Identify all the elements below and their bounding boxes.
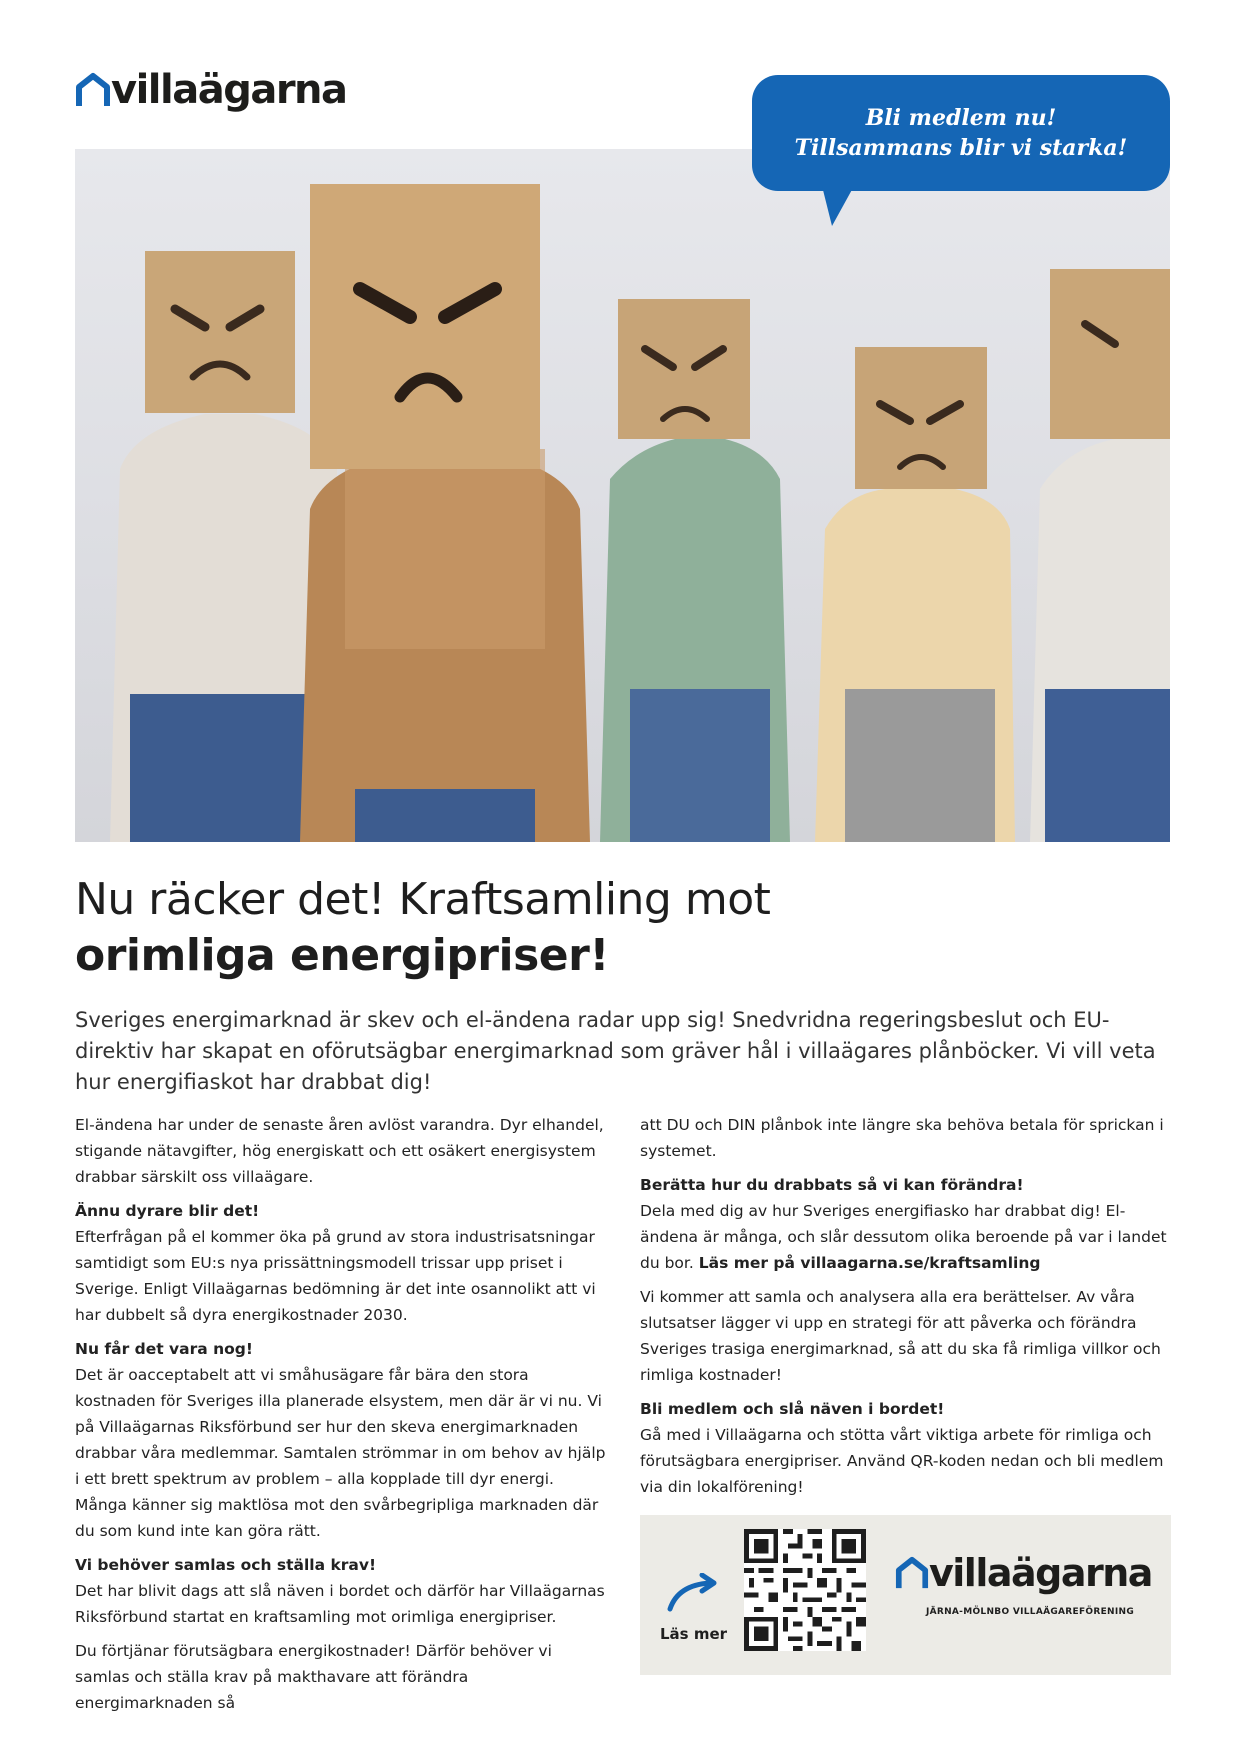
qr-box — [640, 1515, 1171, 1675]
read-more-link[interactable]: Läs mer på villaagarna.se/kraftsamling — [698, 1254, 1041, 1272]
section-heading-medlem: Bli medlem och slå näven i bordet! — [640, 1400, 945, 1418]
headline — [75, 872, 1170, 984]
hero-image — [75, 149, 1170, 842]
brand-name: villaägarna — [111, 67, 347, 113]
paragraph-dyrare: Efterfrågan på el kommer öka på grund av stora industrisatsningar samtidigt som EU:s nya prissättningsmodell trissar upp priset i Sverige. Enligt Villaägarnas bedömning är det inte osannolikt att vi har dubbelt så dyra energikostnader 2030. — [75, 1228, 596, 1324]
intro-paragraph: El-ändena har under de senaste åren avlöst varandra. Dyr elhandel, stigande nätavgifter, hög energiskatt och ett osäkert energisystem drabbar särskilt oss villaägare. — [75, 1116, 604, 1186]
association-brand-name: villaägarna — [929, 1551, 1152, 1595]
brand-logo — [75, 67, 347, 113]
headline-line-1: Nu räcker det! Kraftsamling mot — [75, 874, 771, 925]
section-heading-nog: Nu får det vara nog! — [75, 1340, 253, 1358]
section-heading-beratta: Berätta hur du drabbats så vi kan förändra! — [640, 1176, 1024, 1194]
paragraph-samlas: Det har blivit dags att slå näven i bordet och därför har Villaägarnas Riksförbund startat en kraftsamling mot orimliga energipriser. — [75, 1582, 605, 1626]
section-heading-samlas: Vi behöver samlas och ställa krav! — [75, 1556, 377, 1574]
qr-code-icon[interactable] — [744, 1529, 866, 1651]
association-name: JÄRNA-MÖLNBO VILLAÄGAREFÖRENING — [925, 1607, 1135, 1617]
paragraph-beratta-text: Dela med dig av hur Sveriges energifiasko har drabbat dig! El-ändena är många, och slår dessutom olika beroende på var i landet du bor. — [640, 1202, 1167, 1272]
section-heading-dyrare: Ännu dyrare blir det! — [75, 1202, 260, 1220]
lead-paragraph: Sveriges energimarknad är skev och el-ändena radar upp sig! Snedvridna regeringsbeslut och EU-direktiv har skapat en oförutsägbar energimarknad som gräver hål i villaägares plånböcker. Vi vill veta hur energifiaskot har drabbat dig! — [75, 1008, 1156, 1094]
membership-callout-bubble — [752, 75, 1170, 191]
curved-arrow-icon — [664, 1573, 724, 1613]
bubble-tail — [822, 186, 854, 226]
paragraph-analysera: Vi kommer att samla och analysera alla era berättelser. Av våra slutsatser lägger vi upp en strategi för att påverka och förändra Sveriges trasiga energimarknad, så att du ska få rimliga villkor och rimliga kostnader! — [640, 1288, 1161, 1384]
bubble-line-2: Tillsammans blir vi starka! — [794, 135, 1128, 161]
paragraph-fortjanar: Du förtjänar förutsägbara energikostnader! Därför behöver vi samlas och ställa krav på makthavare att förändra energimarknaden så — [75, 1642, 552, 1712]
read-more-label: Läs mer — [660, 1625, 728, 1643]
angry-paper-bags-photo-icon — [75, 149, 1170, 842]
headline-line-2: orimliga energipriser! — [75, 930, 609, 981]
house-icon — [75, 72, 111, 108]
paragraph-continued: att DU och DIN plånbok inte längre ska behöva betala för sprickan i systemet. — [640, 1116, 1164, 1160]
left-column — [75, 1112, 608, 1724]
association-logo — [895, 1553, 1152, 1593]
paragraph-medlem: Gå med i Villaägarna och stötta vårt viktiga arbete för rimliga och förutsägbara energipriser. Använd QR-koden nedan och bli medlem via din lokalförening! — [640, 1426, 1164, 1496]
right-column — [640, 1112, 1172, 1508]
paragraph-beratta — [640, 1198, 1172, 1276]
paragraph-nog: Det är oacceptabelt att vi småhusägare får bära den stora kostnaden för Sveriges illa planerade elsystem, men där är vi nu. Vi på Villaägarnas Riksförbund ser hur den skeva energimarknaden drabbar våra medlemmar. Samtalen strömmar in om behov av hjälp i ett brett spektrum av problem – alla kopplade till dyr energi. Många känner sig maktlösa mot den svårbegripliga marknaden där du som kund inte kan göra rätt. — [75, 1366, 606, 1540]
bubble-line-1: Bli medlem nu! — [865, 105, 1057, 131]
house-icon — [895, 1556, 929, 1590]
